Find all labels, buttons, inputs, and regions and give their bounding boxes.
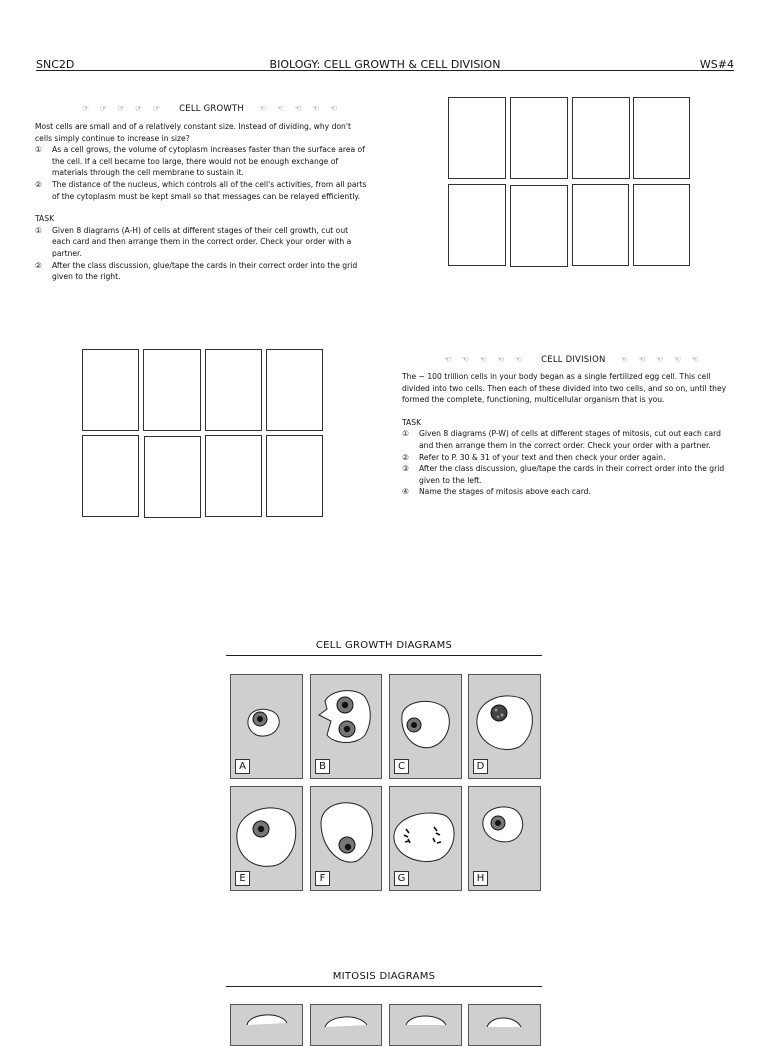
card-slot [82,435,139,517]
card-slot [510,97,568,179]
mitosis-diagrams-divider [226,986,542,987]
growth-diagrams-divider [226,655,542,656]
list-item: ② The distance of the nucleus, which controls all of the cell's activities, from all parts of the cytoplasm must be kept small so that messages can be relayed efficiently. [35,179,367,201]
card-slot [572,184,629,266]
card-label: H [473,871,488,886]
cell-growth-text [35,121,367,283]
course-code: SNC2D [36,58,75,71]
cell-diagram [469,1005,540,1045]
card-slot [266,435,323,517]
growth-card-d [468,674,541,779]
list-item: ① Given 8 diagrams (A-H) of cells at different stages of their cell growth, cut out each card and then arrange them in the correct order. Check your order with a partner. [35,225,352,258]
cell-division-title: CELL DIVISION [541,355,606,365]
growth-card-h [468,786,541,891]
card-slot [266,349,323,431]
pointing-hand-icon: ☞ ☞ ☞ ☞ ☞ [82,104,165,113]
card-label: F [315,871,330,886]
card-slot [572,97,630,179]
pointing-hand-icon: ☜ ☜ ☜ ☜ ☜ [444,355,527,364]
card-label: G [394,871,409,886]
mitosis-card [389,1004,462,1046]
card-slot [143,349,201,431]
card-slot [448,97,506,179]
card-slot [633,97,690,179]
growth-diagrams-title: CELL GROWTH DIAGRAMS [315,640,453,651]
header-divider [36,70,734,71]
mitosis-diagrams-title: MITOSIS DIAGRAMS [332,971,436,982]
card-label: D [473,759,488,774]
cell-division-intro: The ~ 100 trillion cells in your body began as a single fertilized egg cell. This cell divided into two cells. Then each of these divided into two cells, and so on, until they formed the complete, functioning, multicellular organism that is you. [402,372,727,405]
mitosis-card [230,1004,303,1046]
mitosis-card [468,1004,541,1046]
cell-growth-heading [82,96,362,115]
growth-card-e [230,786,303,891]
card-slot [633,184,690,266]
cell-growth-title: CELL GROWTH [179,104,244,114]
growth-card-f [310,786,382,891]
pointing-hand-icon: ☜ ☜ ☜ ☜ ☜ [620,355,703,364]
mitosis-card [310,1004,382,1046]
task-label: TASK [402,417,422,427]
list-item: ① Given 8 diagrams (P-W) of cells at different stages of mitosis, cut out each card and then arrange them in the correct order. Check your order with a partner. [402,429,721,450]
growth-card-a [230,674,303,779]
cell-division-text [402,371,734,498]
card-slot [144,436,201,518]
card-label: A [235,759,250,774]
growth-card-g [389,786,462,891]
card-slot [82,349,139,431]
card-slot [510,185,568,267]
card-label: B [315,759,330,774]
growth-card-b [310,674,382,779]
card-label: C [394,759,409,774]
cell-diagram [390,1005,461,1045]
cell-division-heading [444,347,744,366]
worksheet-number: WS#4 [699,58,734,71]
list-item: ④ Name the stages of mitosis above each card. [402,487,591,497]
worksheet-title: BIOLOGY: CELL GROWTH & CELL DIVISION [269,58,501,71]
card-slot [448,184,506,266]
list-item: ② After the class discussion, glue/tape the cards in their correct order into the grid given to the right. [35,260,358,282]
cell-growth-intro: Most cells are small and of a relatively constant size. Instead of dividing, why don't cells simply continue to increase in size? [35,122,351,143]
card-slot [205,435,262,517]
card-label: E [235,871,250,886]
cell-diagram [311,1005,381,1045]
list-item: ② Refer to P. 30 & 31 of your text and then check your order again. [402,452,666,462]
pointing-hand-icon: ☜ ☜ ☜ ☜ ☜ [259,104,342,113]
card-slot [205,349,262,431]
growth-card-c [389,674,462,779]
cell-diagram [231,1005,302,1045]
list-item: ③ After the class discussion, glue/tape the cards in their correct order into the grid given to the left. [402,464,725,485]
task-label: TASK [35,214,55,224]
list-item: ① As a cell grows, the volume of cytoplasm increases faster than the surface area of the cell. If a cell became too large, there would not be enough exchange of materials through the cell membrane to sustain it. [35,145,365,178]
